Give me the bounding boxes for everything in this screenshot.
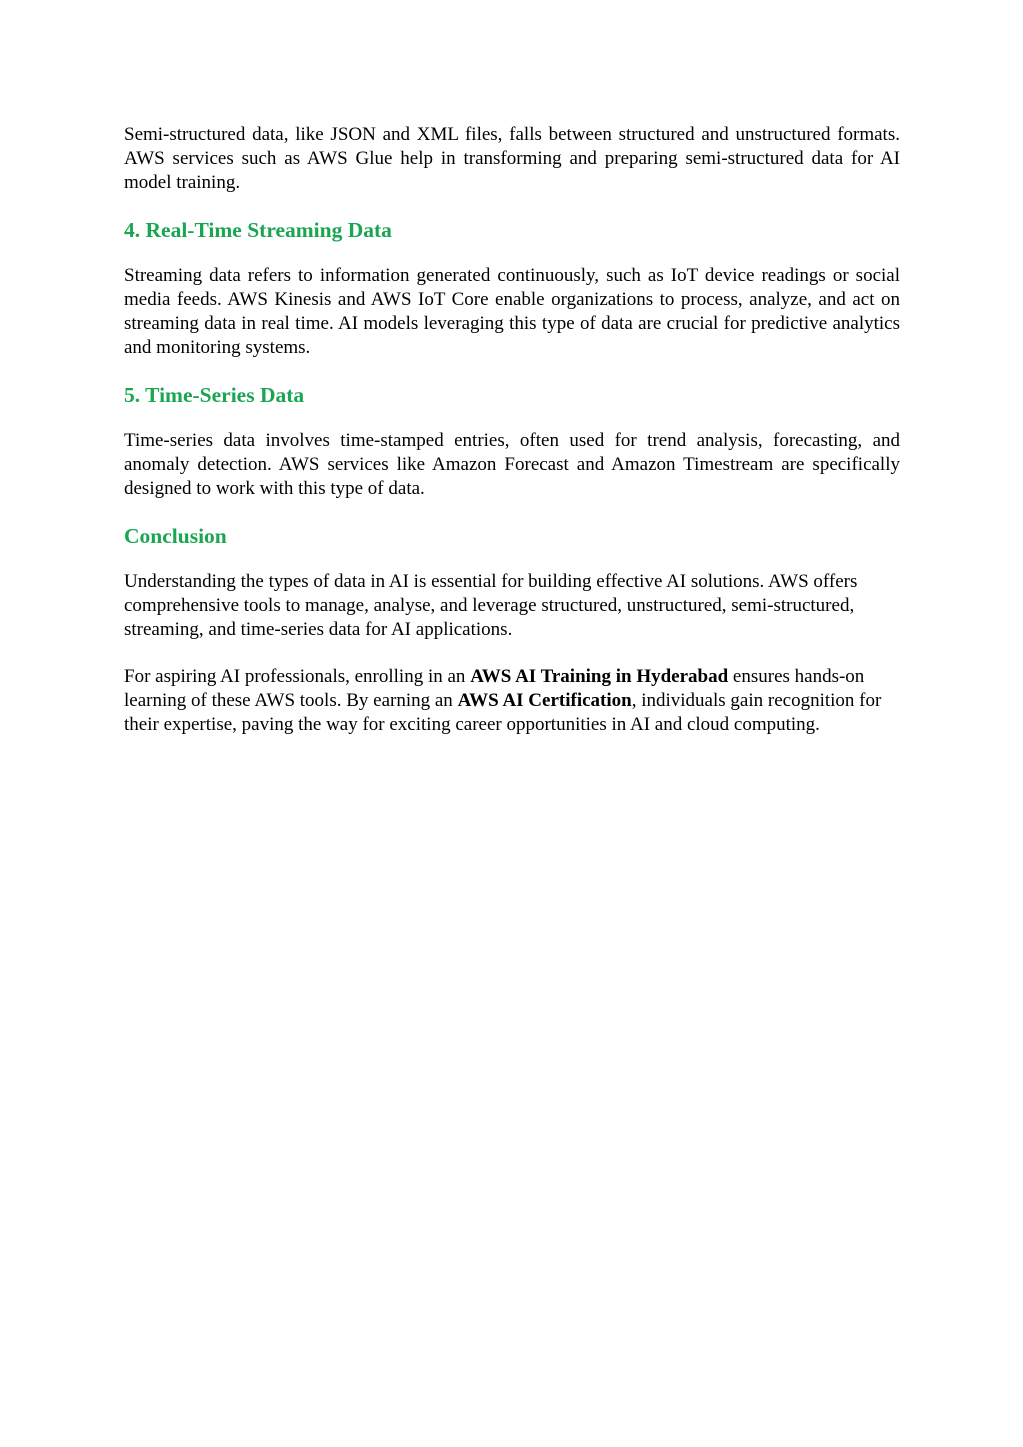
aws-ai-training-hyderabad-text: AWS AI Training in Hyderabad	[470, 666, 729, 687]
closing-text-part1: For aspiring AI professionals, enrolling in an	[124, 666, 471, 687]
paragraph-time-series-data: Time-series data involves time-stamped entries, often used for trend analysis, forecasting, and anomaly detection. AWS services like Amazon Forecast and Amazon Timestream are specifically designed to work with this type of data.	[124, 430, 900, 499]
paragraph-conclusion: Understanding the types of data in AI is essential for building effective AI solutions. AWS offers comprehensive tools to manage, analyse, and leverage structured, unstructured, semi-structured, streaming, and time-series data for AI applications.	[124, 571, 858, 640]
closing-paragraph	[124, 665, 900, 737]
closing-text-part2: ensures hands-on learning of these AWS tools. By earning an	[124, 666, 865, 711]
heading-real-time-streaming-data: 4. Real-Time Streaming Data	[124, 218, 392, 242]
aws-ai-certification-text: AWS AI Certification	[457, 690, 632, 711]
closing-text-part3: , individuals gain recognition for their expertise, paving the way for exciting career opportunities in AI and cloud computing.	[124, 690, 882, 735]
paragraph-real-time-streaming-data: Streaming data refers to information generated continuously, such as IoT device readings or social media feeds. AWS Kinesis and AWS IoT Core enable organizations to process, analyze, and act on streaming data in real time. AI models leveraging this type of data are crucial for predictive analytics and monitoring systems.	[124, 265, 900, 358]
intro-paragraph: Semi-structured data, like JSON and XML files, falls between structured and unstructured formats. AWS services such as AWS Glue help in transforming and preparing semi-structured data for AI model training.	[124, 124, 900, 193]
heading-time-series-data: 5. Time-Series Data	[124, 383, 305, 407]
document-page	[124, 123, 900, 737]
heading-conclusion: Conclusion	[124, 524, 227, 548]
